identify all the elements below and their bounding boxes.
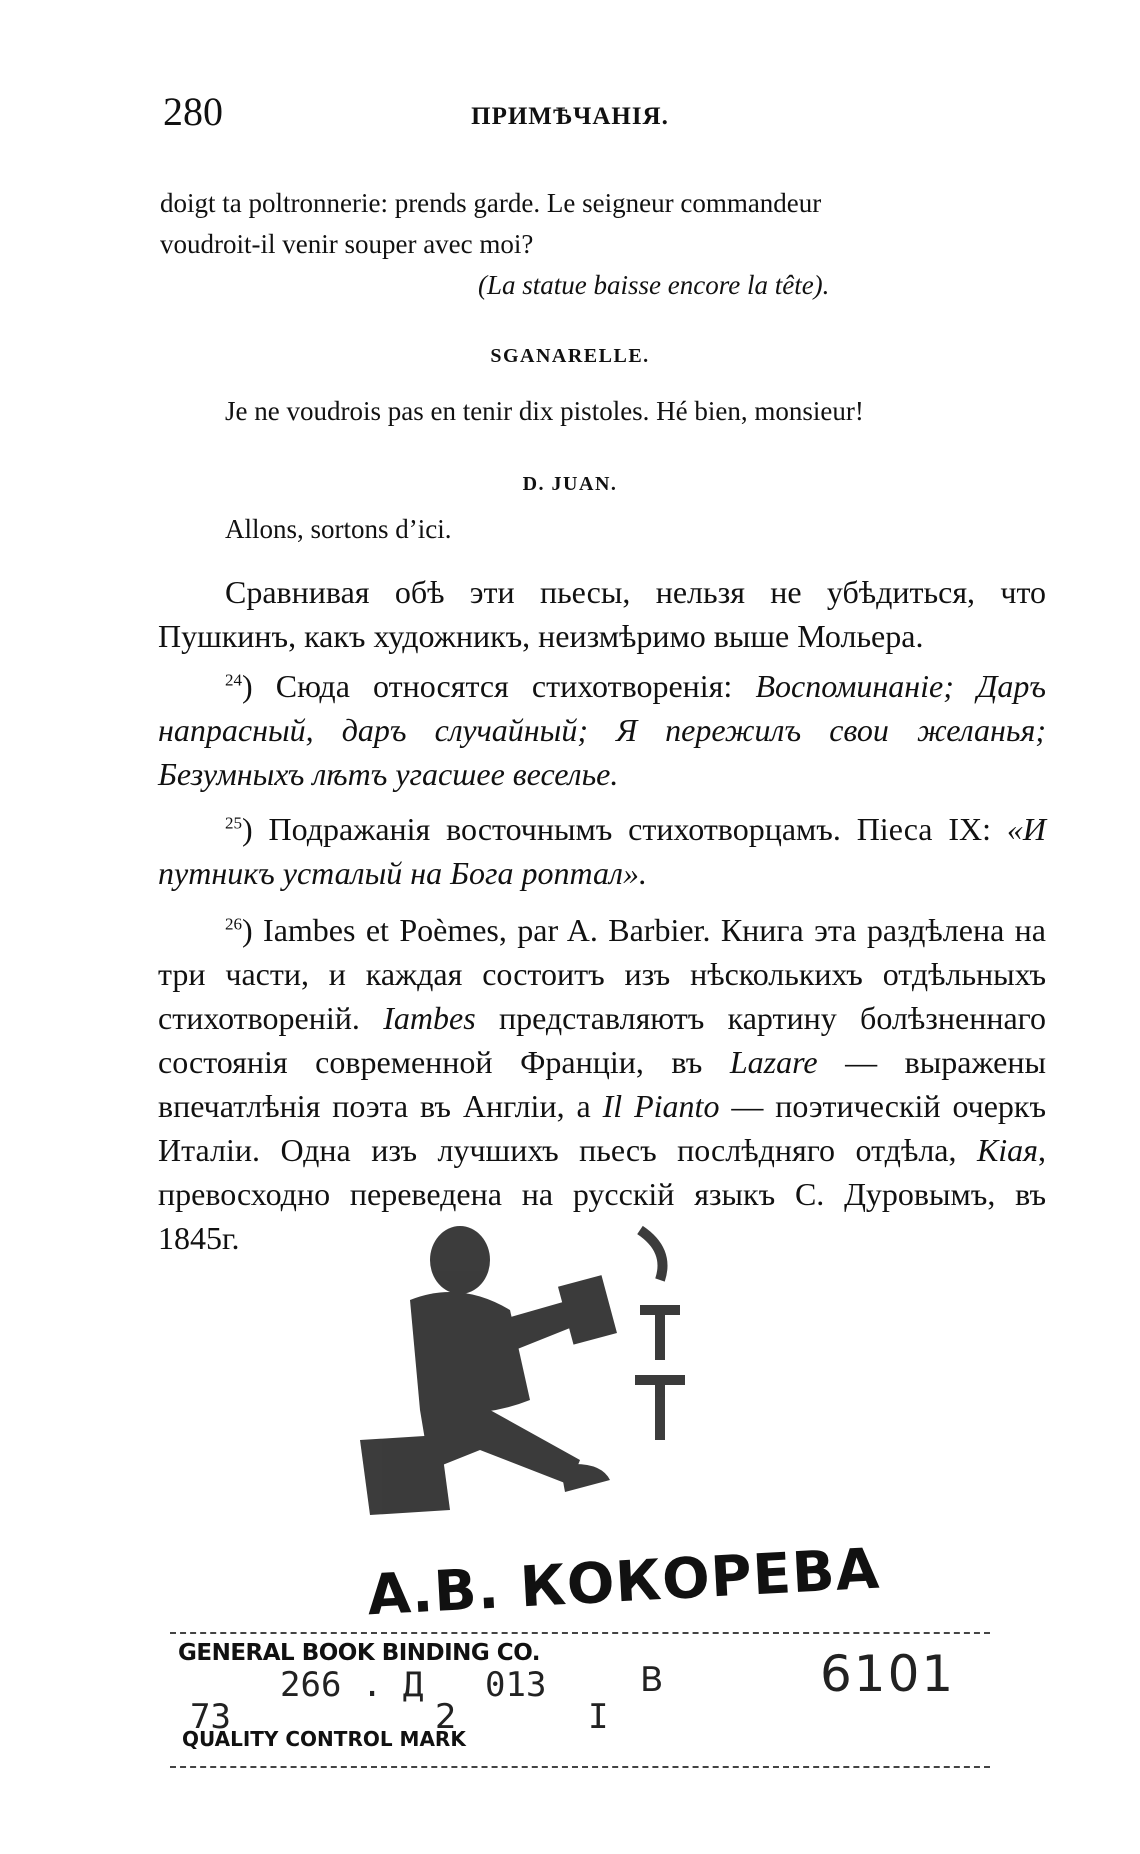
title-lazare: Lazare [729,1044,818,1080]
binding-code: 73 [190,1697,231,1737]
footnote-marker: 26 [225,914,242,934]
speaker-name: SGANARELLE. [490,345,650,367]
dialogue-line: doigt ta poltronnerie: prends garde. Le seigneur commandeur [160,188,822,218]
binding-code: 013 [485,1665,547,1705]
binding-number: 6101 [820,1645,956,1703]
footnote-italic: «И путникъ усталый на Бога роптал». [158,811,1046,891]
footnote-text: ) Сюда относятся стихотворенія: [242,668,756,704]
footnote-marker: 24 [225,670,242,690]
footnote-text: — поэтическій очеркъ Италіи. Одна изъ лучшихъ пьесъ послѣдняго отдѣла, [158,1088,1047,1168]
running-head: ПРИМѢЧАНІЯ. [471,103,669,130]
stamp-letter-stroke [640,1310,680,1360]
stamp-letter-stroke [635,1380,685,1440]
footnote-25 [158,807,1046,895]
footnote-marker: 25 [225,813,242,833]
page-number: 280 [163,89,223,134]
commentary-paragraph: Сравнивая обѣ эти пьесы, нельзя не убѣдиться, что Пушкинъ, какъ художникъ, неизмѣримо выше Мольера. [158,574,1046,654]
stamp-letter-stroke [640,1230,663,1280]
book-shape [558,1275,617,1345]
dialogue-line: voudroit-il venir souper avec moi? [160,229,534,259]
stool-shape [360,1435,450,1515]
dialogue-line: Je ne voudrois pas en tenir dix pistoles. Hé bien, monsieur! [225,396,864,426]
footnote-24 [158,664,1046,796]
title-il-pianto: Il Pianto [602,1088,720,1124]
footnote-text: представляютъ картину болѣзненнаго состоянія современной Франціи, въ [158,1000,1047,1080]
dialogue-line: Allons, sortons d’ici. [225,514,452,544]
divider [170,1766,990,1768]
owner-stamp-name: А.В. КОКОРЕВА [365,1536,882,1629]
footnote-text: ) Подражанія восточнымъ стихотворцамъ. Піеса IX: [242,811,1007,847]
footnote-text: — выражены впечатлѣнія поэта въ Англіи, а [158,1044,1047,1124]
divider [170,1632,990,1634]
speaker-name: D. JUAN. [522,473,618,495]
binder-name: GENERAL BOOK BINDING CO. [178,1640,540,1666]
title-kiaya: Кіая [976,1132,1038,1168]
figure-shoe [560,1464,610,1492]
figure-body [410,1292,530,1413]
footnote-text: ) Iambes et Poèmes, par A. Barbier. Книга эта раздѣлена на три части, и каждая состоитъ изъ нѣсколькихъ отдѣльныхъ стихотвореній. [158,912,1046,1036]
stage-direction: (La statue baisse encore la tête). [478,270,830,300]
binding-code: 2 [435,1697,457,1737]
figure-head [430,1226,490,1294]
binding-code: B [640,1660,664,1700]
ex-libris-stamp-illustration [340,1210,720,1530]
quality-control-mark: QUALITY CONTROL MARK [182,1727,466,1751]
footnote-26 [158,908,1046,1260]
binding-code: 266 . Д [280,1665,424,1705]
footnote-text: , превосходно переведена на русскій языкъ С. Дуровымъ, въ 1845г. [158,1132,1046,1256]
footnote-italic: Воспоминаніе; Даръ напрасный, даръ случайный; Я пережилъ свои желанья; Безумныхъ лѣтъ угасшее веселье. [158,668,1047,792]
binding-code: I [588,1697,609,1737]
title-iambes: Iambes [383,1000,476,1036]
